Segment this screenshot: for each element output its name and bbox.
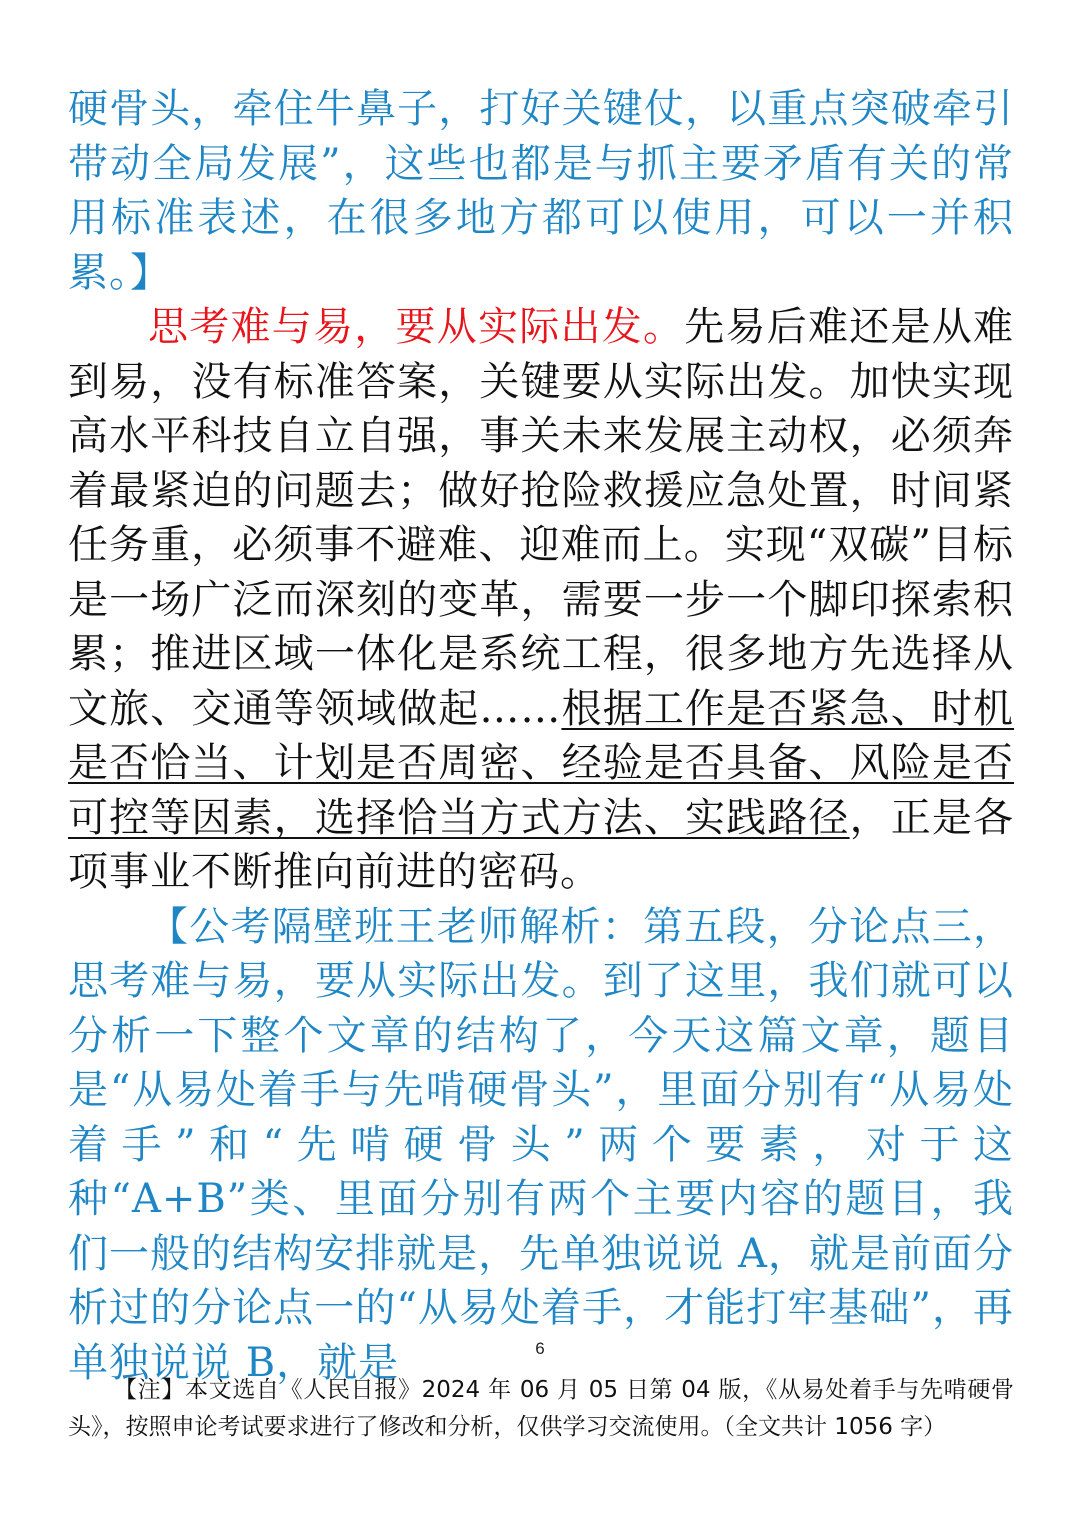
footnote: 【注】本文选自《人民日报》2024 年 06 月 05 日第 04 版，《从易处着手与先啃硬骨头》，按照申论考试要求进行了修改和分析，仅供学习交流使用。（全文共计 1056 字） bbox=[68, 1377, 1014, 1440]
article-paragraph-five bbox=[68, 300, 1014, 900]
paragraph-text: 先易后难还是从难到易，没有标准答案，关键要从实际出发。加快实现高水平科技自立自强，事关未来发展主动权，必须奔着最紧迫的问题去；做好抢险救援应急处置，时间紧任务重，必须事不避难、迎难而上。实现“双碳”目标是一场广泛而深刻的变革，需要一步一个脚印探索积累；推进区域一体化是系统工程，很多地方先选择从文旅、交通等领域做起…… bbox=[68, 304, 1014, 732]
article-body bbox=[68, 82, 1014, 1390]
analysis-paragraph-continued: 硬骨头，牵住牛鼻子，打好关键仗，以重点突破牵引带动全局发展”，这些也都是与抓主要矛盾有关的常用标准表述，在很多地方都可以使用，可以一并积累。】 bbox=[68, 86, 1014, 296]
paragraph-tail: ，正是各项事业不断推向前进的密码。 bbox=[68, 794, 1015, 895]
underlined-key-sentence: 根据工作是否紧急、时机是否恰当、计划是否周密、经验是否具备、风险是否可控等因素，选择恰当方式方法、实践路径 bbox=[68, 685, 1015, 841]
sub-argument-heading: 思考难与易，要从实际出发。 bbox=[148, 304, 685, 350]
page-number: 6 bbox=[535, 1339, 545, 1358]
analysis-paragraph: 【公考隔壁班王老师解析：第五段，分论点三，思考难与易，要从实际出发。到了这里，我们就可以分析一下整个文章的结构了，今天这篇文章，题目是“从易处着手与先啃硬骨头”，里面分别有“从易处着手”和“先啃硬骨头”两个要素，对于这种“A+B”类、里面分别有两个主要内容的题目，我们一般的结构安排就是，先单独说说 A，就是前面分析过的分论点一的“从易处着手，才能打牢基础”，再单独说说 B，就是 bbox=[68, 903, 1014, 1386]
